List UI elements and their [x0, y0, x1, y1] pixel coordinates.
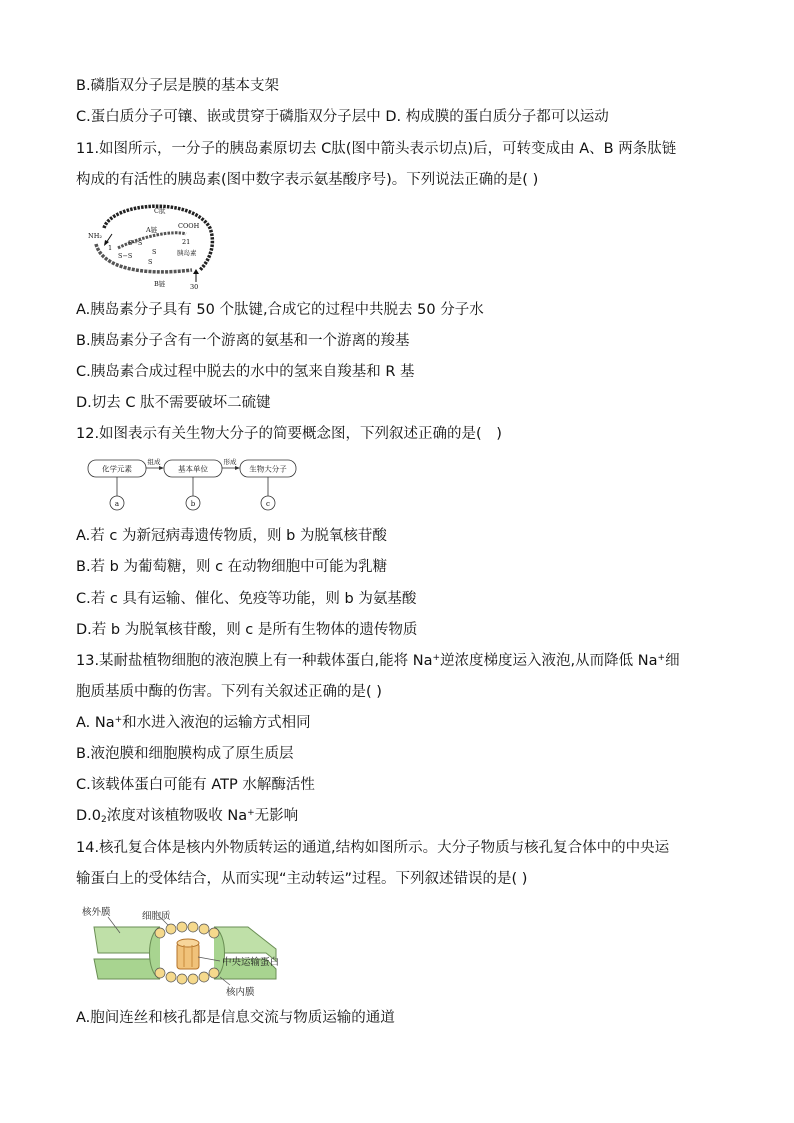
cytoplasm-label: 细胞质	[142, 911, 171, 922]
circle-c-label: c	[266, 500, 270, 508]
q11-stem-line2: 构成的有活性的胰岛素(图中数字表示氨基酸序号)。下列说法正确的是( )	[76, 172, 539, 188]
q11-option-c: C.胰岛素合成过程中脱去的水中的氢来自羧基和 R 基	[76, 364, 415, 380]
q10-option-b: B.磷脂双分子层是膜的基本支架	[76, 78, 280, 94]
q10-option-c-d: C.蛋白质分子可镶、嵌或贯穿于磷脂双分子层中 D. 构成膜的蛋白质分子都可以运动	[76, 109, 609, 125]
s4-label: S	[148, 258, 153, 266]
q12-option-c: C.若 c 具有运输、催化、免疫等功能，则 b 为氨基酸	[76, 591, 417, 607]
circle-a-label: a	[114, 500, 120, 508]
central-transporter-label: 中央运输蛋白	[222, 957, 280, 968]
ss2-label: S−S	[118, 252, 133, 260]
q13-option-c: C.该载体蛋白可能有 ATP 水解酶活性	[76, 777, 315, 793]
q14-option-a: A.胞间连丝和核孔都是信息交流与物质运输的通道	[76, 1010, 395, 1026]
insulin-label: 胰岛素	[177, 249, 197, 257]
n1-label: 1	[108, 244, 113, 252]
box-units-label: 基本单位	[178, 464, 208, 474]
b-chain-label: B链	[154, 280, 166, 288]
n30-label: 30	[190, 283, 199, 290]
q12-option-d: D.若 b 为脱氧核苷酸，则 c 是所有生物体的遗传物质	[76, 622, 418, 638]
q13-option-a: A. Na+和水进入液泡的运输方式相同	[76, 715, 311, 731]
concept-map-figure	[86, 456, 298, 514]
q13-option-d: $D.0_2$浓度对该植物吸收 Na+无影响	[76, 808, 299, 825]
ss1-label: S−S	[128, 239, 143, 247]
q14-stem-line1: 14.核孔复合体是核内外物质转运的通道,结构如图所示。大分子物质与核孔复合体中的中央运	[76, 840, 670, 856]
q11-option-d: D.切去 C 肽不需要破坏二硫键	[76, 395, 271, 411]
q12-option-b: B.若 b 为葡萄糖，则 c 在动物细胞中可能为乳糖	[76, 559, 388, 575]
arrow1-label: 组成	[147, 458, 161, 466]
circle-b-label: b	[190, 500, 196, 508]
q12-option-a: A.若 c 为新冠病毒遗传物质，则 b 为脱氧核苷酸	[76, 528, 387, 544]
q13-stem-line2: 胞质基质中酶的伤害。下列有关叙述正确的是( )	[76, 684, 382, 700]
s3-label: S	[152, 248, 157, 256]
q14-stem-line2: 输蛋白上的受体结合，从而实现“主动转运”过程。下列叙述错误的是( )	[76, 871, 528, 887]
box-macromolecules-label: 生物大分子	[249, 464, 287, 474]
q11-option-b: B.胰岛素分子含有一个游离的氨基和一个游离的羧基	[76, 333, 410, 349]
q13-stem-line1: 13.某耐盐植物细胞的液泡膜上有一种载体蛋白,能将 Na+逆浓度梯度运入液泡,从而降低 Na+细	[76, 653, 680, 669]
nuclear-pore-figure	[80, 903, 316, 1001]
arrow2-label: 形成	[223, 458, 237, 466]
q11-stem-line1: 11.如图所示，一分子的胰岛素原切去 C肽(图中箭头表示切点)后，可转变成由 A、B 两条肽链	[76, 141, 677, 157]
cooh-label: COOH	[178, 222, 200, 230]
a-chain-label: A链	[146, 226, 158, 234]
q13-option-b: B.液泡膜和细胞膜构成了原生质层	[76, 746, 294, 762]
inner-membrane-label: 核内膜	[226, 987, 255, 998]
insulin-figure	[82, 198, 222, 290]
q12-stem: 12.如图表示有关生物大分子的简要概念图，下列叙述正确的是( )	[76, 426, 502, 442]
outer-membrane-label: 核外膜	[82, 907, 111, 918]
q11-option-a: A.胰岛素分子具有 50 个肽键,合成它的过程中共脱去 50 分子水	[76, 302, 484, 318]
c-peptide-label: C肽	[154, 207, 166, 215]
box-elements-label: 化学元素	[102, 464, 132, 474]
n21-label: 21	[182, 238, 191, 246]
c-peptide-chain	[104, 206, 212, 270]
nh2-label: NH₂	[88, 232, 102, 240]
